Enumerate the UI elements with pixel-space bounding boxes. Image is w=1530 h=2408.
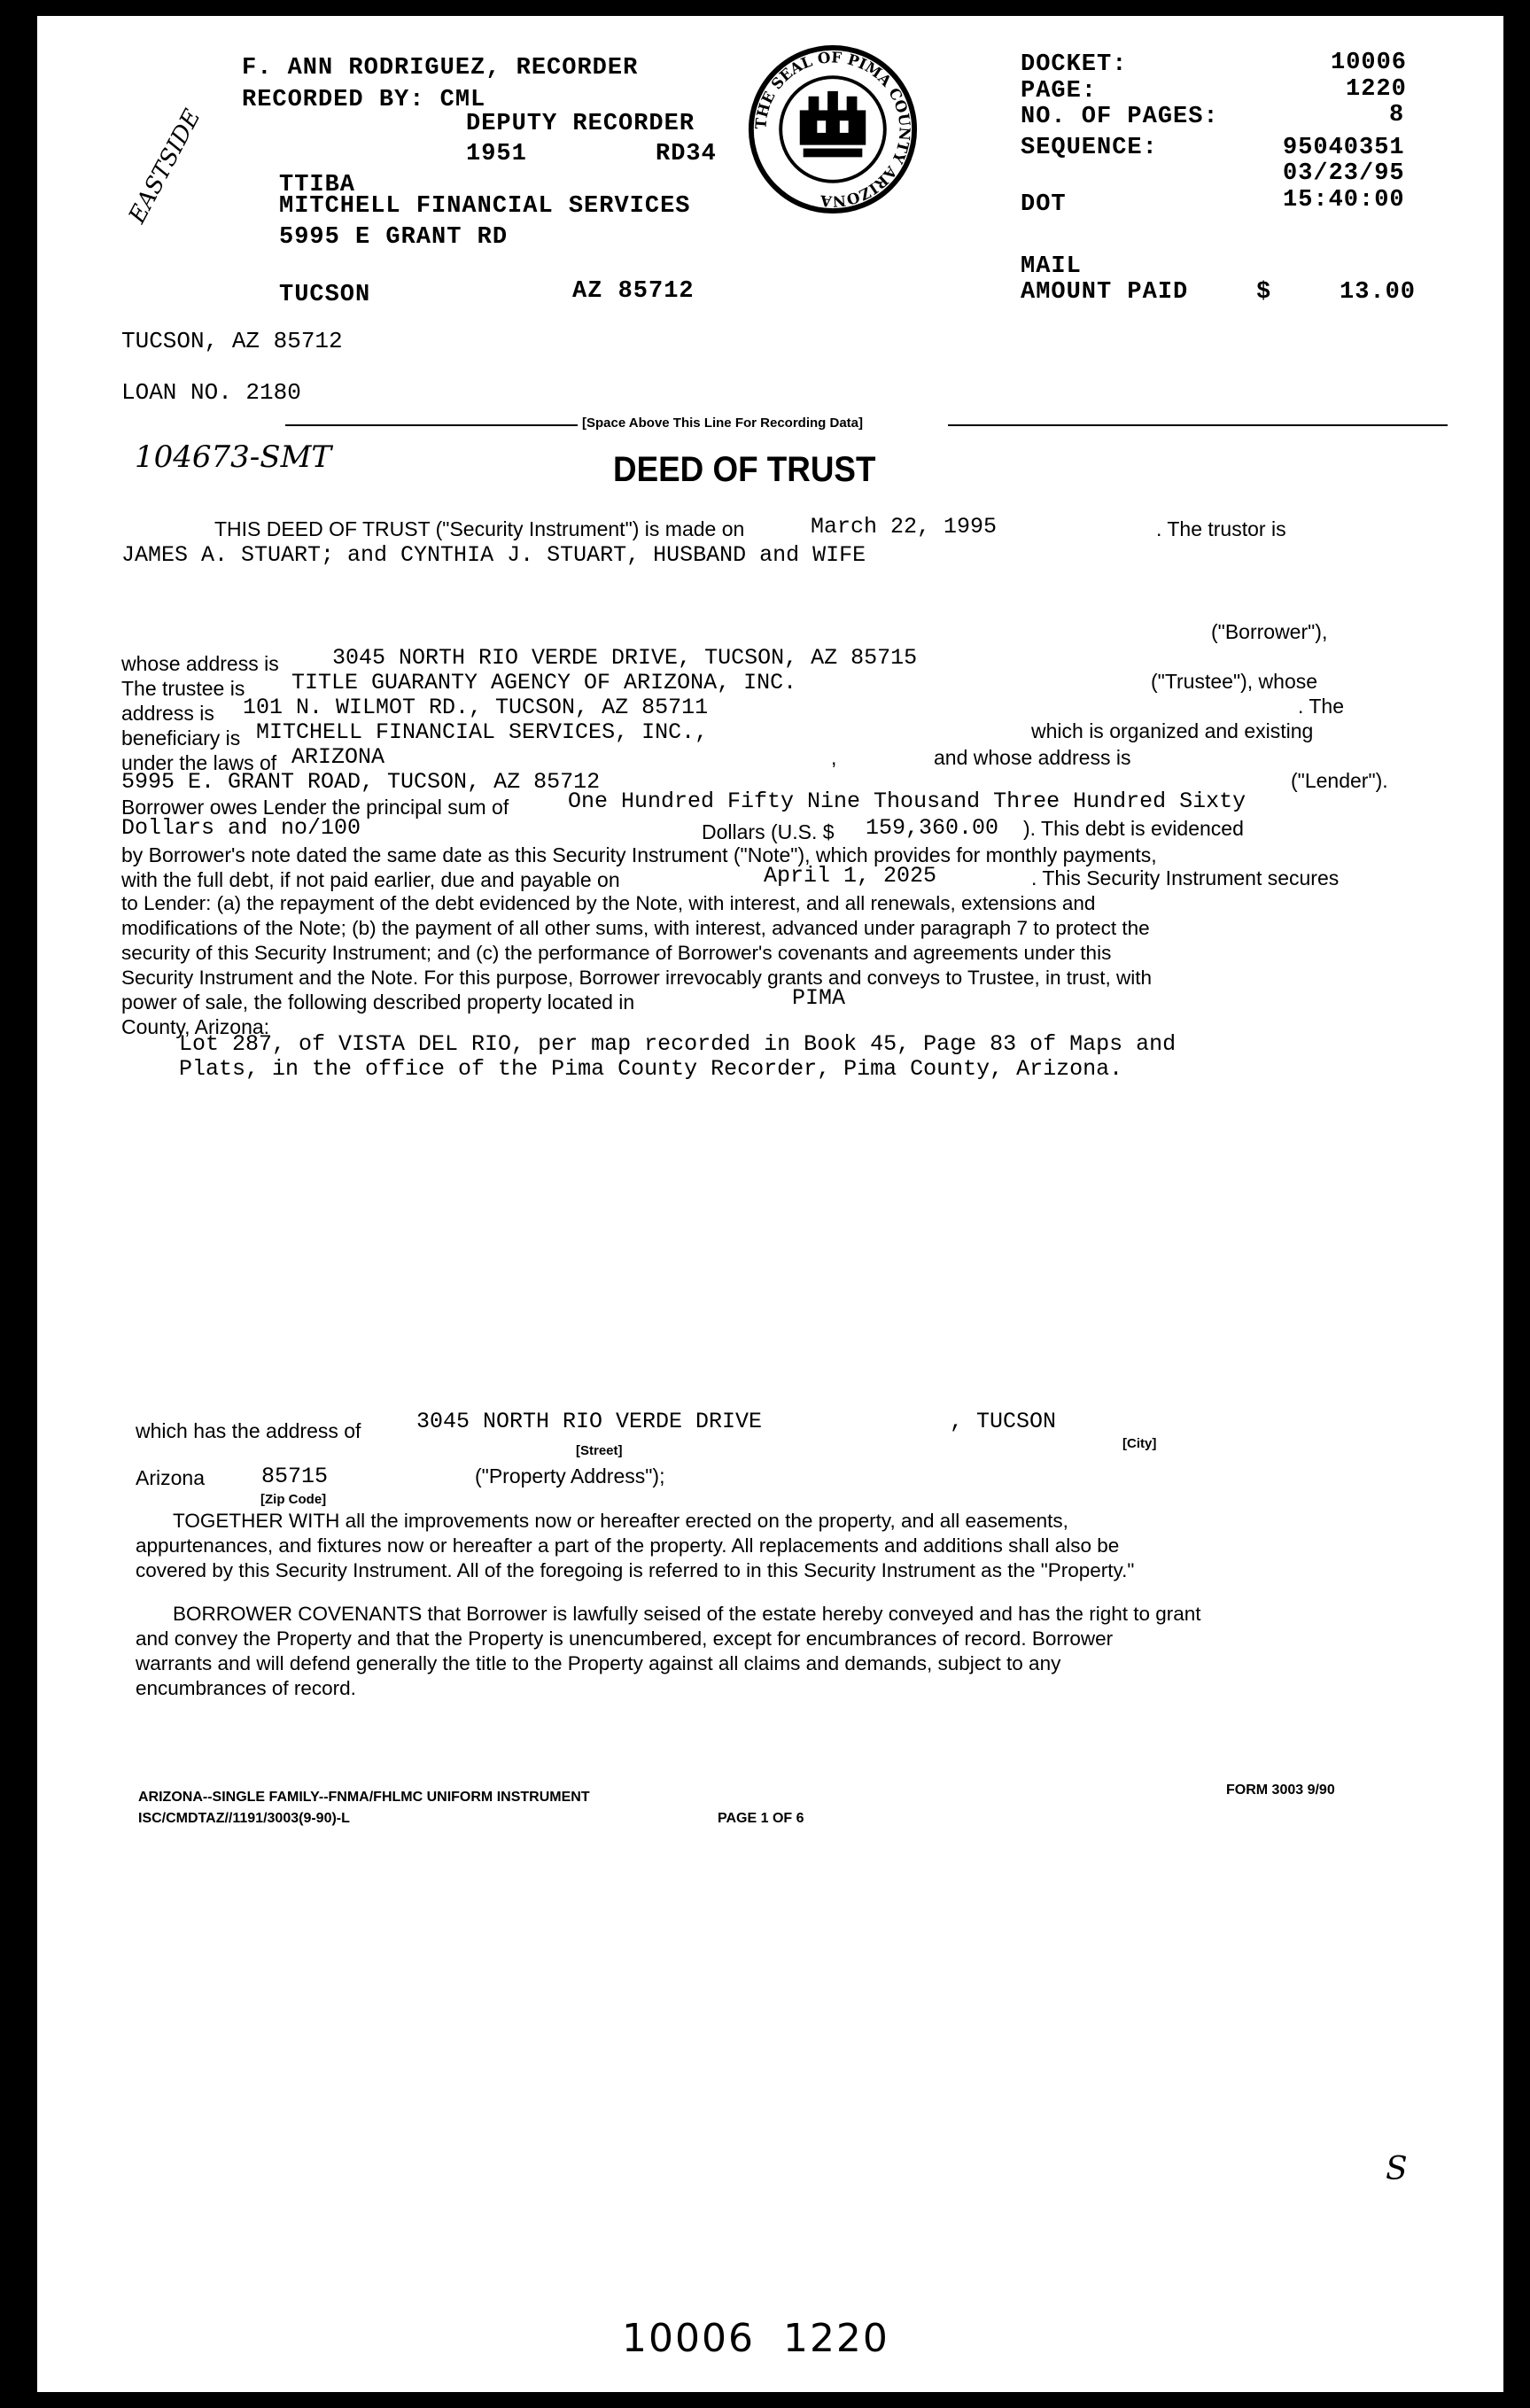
recording-data-caption: [Space Above This Line For Recording Data] — [582, 416, 863, 431]
return-address-line: TUCSON, AZ 85712 — [121, 328, 343, 354]
trustee-name: TITLE GUARANTY AGENCY OF ARIZONA, INC. — [291, 670, 797, 695]
loan-number: LOAN NO. 2180 — [121, 379, 301, 406]
security-line: security of this Security Instrument; and (c) the performance of Borrower's covenants and agreements under this — [121, 942, 1112, 964]
sum-words-2: Dollars and no/100 — [121, 815, 361, 841]
footer-form: FORM 3003 9/90 — [1226, 1783, 1335, 1798]
county-name: PIMA — [792, 985, 846, 1011]
return-street: 5995 E GRANT RD — [279, 224, 509, 251]
document-page — [37, 16, 1503, 2392]
handwritten-reference: 104673-SMT — [135, 439, 332, 475]
secures-text: . This Security Instrument secures — [1031, 866, 1340, 889]
initial-mark: S — [1386, 2151, 1408, 2187]
covenants-line: and convey the Property and that the Property is unencumbered, except for encumbrances of record. Borrower — [136, 1627, 1114, 1650]
recorded-by: RECORDED BY: CML — [242, 87, 486, 113]
dollars-us: Dollars (U.S. $ — [702, 820, 835, 843]
document-title: DEED OF TRUST — [613, 450, 876, 489]
trustee-tag: ("Trustee"), whose — [1151, 670, 1318, 693]
legal-description-1: Lot 287, of VISTA DEL RIO, per map recorded in Book 45, Page 83 of Maps and — [179, 1031, 1177, 1057]
evidenced-text: ). This debt is evidenced — [1023, 817, 1244, 840]
recorder-code-1: 1951 — [466, 141, 527, 167]
security-line: modifications of the Note; (b) the payment of all other sums, with interest, advanced under paragraph 7 to protect the — [121, 917, 1150, 939]
city-tag: [City] — [1122, 1436, 1157, 1451]
seal-text: THE SEAL OF PIMA COUNTY ARIZONA — [751, 48, 914, 211]
covenants-line: warrants and will defend generally the title to the Property against all claims and demands, subject to any — [136, 1652, 1061, 1674]
docket-value: 10006 — [1331, 50, 1408, 76]
together-paragraph — [136, 1509, 1411, 1583]
page-value: 1220 — [1346, 76, 1407, 103]
owes-label: Borrower owes Lender the principal sum of — [121, 796, 509, 819]
sum-words-1: One Hundred Fifty Nine Thousand Three Hundred Sixty — [568, 788, 1247, 814]
whose-address-is: and whose address is — [934, 746, 1131, 769]
county-seal-icon — [746, 43, 920, 216]
ttiba: TTIBA — [279, 172, 356, 198]
property-state: Arizona — [136, 1466, 205, 1489]
property-zip: 85715 — [261, 1464, 329, 1489]
sequence-value: 95040351 — [1283, 135, 1405, 161]
legal-description-2: Plats, in the office of the Pima County Recorder, Pima County, Arizona. — [179, 1056, 1123, 1082]
return-city: TUCSON — [279, 282, 371, 308]
beneficiary-label: beneficiary is — [121, 726, 241, 750]
page-label: PAGE: — [1021, 78, 1098, 105]
mail-label: MAIL — [1021, 253, 1082, 280]
recorder-name: F. ANN RODRIGUEZ, RECORDER — [242, 55, 639, 82]
together-line: appurtenances, and fixtures now or hereafter a part of the property. All replacements and additions shall also be — [136, 1534, 1120, 1557]
beneficiary-name: MITCHELL FINANCIAL SERVICES, INC., — [256, 719, 709, 745]
laws-comma: , — [831, 746, 837, 769]
pages-label: NO. OF PAGES: — [1021, 104, 1219, 130]
trustor-names: JAMES A. STUART; and CYNTHIA J. STUART, HUSBAND and WIFE — [121, 542, 866, 568]
security-line: Security Instrument and the Note. For this purpose, Borrower irrevocably grants and conveys to Trustee, in trust, with — [121, 967, 1153, 989]
laws-state: ARIZONA — [291, 744, 385, 770]
payable-date: April 1, 2025 — [764, 863, 937, 889]
recording-line-left — [285, 424, 578, 426]
security-paragraph — [121, 891, 1397, 990]
has-address-label: which has the address of — [136, 1419, 361, 1442]
pages-value: 8 — [1389, 102, 1405, 128]
zip-tag: [Zip Code] — [260, 1492, 327, 1507]
together-line: covered by this Security Instrument. All of the foregoing is referred to in this Security Instrument as the "Property." — [136, 1559, 1135, 1581]
address-label: address is — [121, 702, 214, 725]
amount-currency: $ — [1256, 279, 1272, 306]
county-label: County, Arizona: — [121, 1015, 270, 1038]
covenants-line: encumbrances of record. — [136, 1677, 356, 1699]
date-made: March 22, 1995 — [811, 514, 998, 540]
footer-page: PAGE 1 OF 6 — [718, 1811, 804, 1826]
lender-address: 5995 E. GRANT ROAD, TUCSON, AZ 85712 — [121, 769, 601, 795]
docket-label: DOCKET: — [1021, 51, 1128, 78]
lender-tag: ("Lender"). — [1291, 769, 1388, 792]
footer-code: ISC/CMDTAZ//1191/3003(9-90)-L — [138, 1811, 350, 1826]
laws-label: under the laws of — [121, 751, 277, 774]
footer-instrument: ARIZONA--SINGLE FAMILY--FNMA/FHLMC UNIFORM INSTRUMENT — [138, 1790, 590, 1805]
organized-text: which is organized and existing — [1031, 719, 1314, 742]
property-city: , TUCSON — [950, 1409, 1057, 1434]
covenants-line: BORROWER COVENANTS that Borrower is lawfully seised of the estate hereby conveyed and has the right to grant — [173, 1603, 1201, 1625]
the-text: . The — [1298, 695, 1344, 718]
whose-address-label: whose address is — [121, 652, 279, 675]
property-address-tag: ("Property Address"); — [475, 1464, 665, 1488]
return-state-zip: AZ 85712 — [572, 278, 695, 305]
amount-paid-label: AMOUNT PAID — [1021, 279, 1189, 306]
street-tag: [Street] — [576, 1443, 623, 1458]
intro-text-a: THIS DEED OF TRUST ("Security Instrument") is made on — [214, 517, 745, 540]
trustee-label: The trustee is — [121, 677, 245, 700]
power-label: power of sale, the following described property located in — [121, 990, 635, 1014]
covenants-paragraph — [136, 1602, 1411, 1701]
return-company: MITCHELL FINANCIAL SERVICES — [279, 193, 691, 220]
handwritten-side-note: EASTSIDE — [124, 105, 206, 229]
note-line: by Borrower's note dated the same date as this Security Instrument ("Note"), which provides for monthly payments, — [121, 843, 1157, 866]
recording-line-right — [948, 424, 1448, 426]
payable-label: with the full debt, if not paid earlier, due and payable on — [121, 868, 620, 891]
dot-label: DOT — [1021, 191, 1067, 218]
intro-text-b: . The trustor is — [1156, 517, 1286, 540]
deputy-recorder: DEPUTY RECORDER — [466, 111, 695, 137]
recorder-code-2: RD34 — [656, 141, 717, 167]
property-street: 3045 NORTH RIO VERDE DRIVE — [416, 1409, 763, 1434]
sequence-label: SEQUENCE: — [1021, 135, 1158, 161]
recording-date: 03/23/95 — [1283, 160, 1405, 187]
borrower-tag: ("Borrower"), — [1211, 620, 1328, 643]
borrower-address: 3045 NORTH RIO VERDE DRIVE, TUCSON, AZ 85715 — [332, 645, 918, 671]
security-line: to Lender: (a) the repayment of the debt evidenced by the Note, with interest, and all renewals, extensions and — [121, 892, 1096, 914]
amount-paid-value: 13.00 — [1340, 279, 1417, 306]
docket-stamp: 10006 1220 — [622, 2316, 889, 2361]
together-line: TOGETHER WITH all the improvements now or hereafter erected on the property, and all easements, — [173, 1510, 1068, 1532]
trustee-address: 101 N. WILMOT RD., TUCSON, AZ 85711 — [243, 695, 709, 720]
sum-amount: 159,360.00 — [866, 815, 999, 841]
recording-time: 15:40:00 — [1283, 187, 1405, 214]
